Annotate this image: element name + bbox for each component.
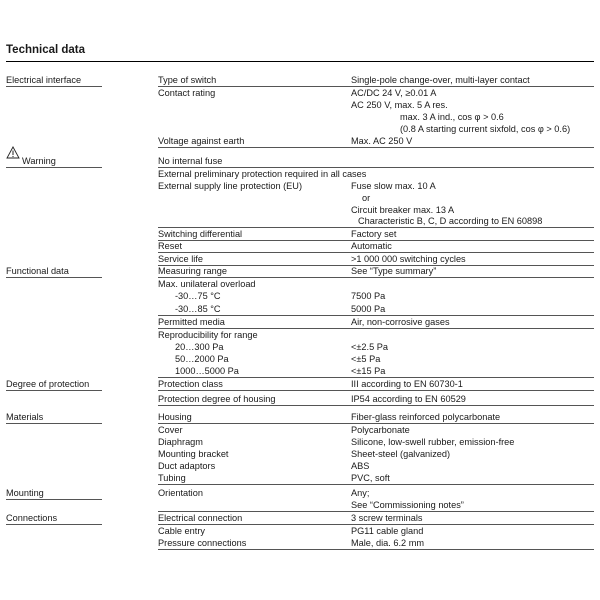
row-label: Orientation xyxy=(158,488,203,498)
row-value: Characteristic B, C, D according to EN 60898 xyxy=(358,216,543,226)
row-value: <±2.5 Pa xyxy=(351,342,388,352)
row-divider xyxy=(158,377,594,378)
section-divider xyxy=(6,423,102,424)
row-label: 20…300 Pa xyxy=(175,342,224,352)
row-value: Automatic xyxy=(351,241,392,251)
section-warning: Warning xyxy=(22,156,56,166)
row-label: Contact rating xyxy=(158,88,216,98)
section-divider xyxy=(6,167,102,168)
row-label: Electrical connection xyxy=(158,513,243,523)
row-label: Max. unilateral overload xyxy=(158,279,256,289)
row-label: Reset xyxy=(158,241,183,251)
section-functional-data: Functional data xyxy=(6,266,69,276)
row-label: Permitted media xyxy=(158,317,225,327)
row-value: Any; xyxy=(351,488,370,498)
row-value: Sheet-steel (galvanized) xyxy=(351,449,451,459)
row-label: -30…85 °C xyxy=(175,304,221,314)
row-label: No internal fuse xyxy=(158,156,223,166)
row-value: Male, dia. 6.2 mm xyxy=(351,538,425,548)
row-divider xyxy=(158,86,594,87)
row-value: See “Type summary” xyxy=(351,266,437,276)
row-value: 7500 Pa xyxy=(351,291,386,301)
row-divider xyxy=(158,423,594,424)
row-divider xyxy=(158,484,594,485)
row-label: -30…75 °C xyxy=(175,291,221,301)
row-value: ABS xyxy=(351,461,370,471)
row-value: Single-pole change-over, multi-layer contact xyxy=(351,75,530,85)
row-divider xyxy=(158,315,594,316)
row-divider xyxy=(158,511,594,512)
row-value: max. 3 A ind., cos φ > 0.6 xyxy=(400,112,504,122)
row-value: IP54 according to EN 60529 xyxy=(351,394,466,404)
row-value: <±15 Pa xyxy=(351,366,386,376)
row-label: 50…2000 Pa xyxy=(175,354,229,364)
row-label: Protection degree of housing xyxy=(158,394,276,404)
row-label: Cover xyxy=(158,425,183,435)
section-materials: Materials xyxy=(6,412,44,422)
row-value: PVC, soft xyxy=(351,473,390,483)
row-label: Pressure connections xyxy=(158,538,247,548)
row-label: Duct adaptors xyxy=(158,461,216,471)
row-label: Tubing xyxy=(158,473,186,483)
row-value: Circuit breaker max. 13 A xyxy=(351,205,455,215)
row-value: >1 000 000 switching cycles xyxy=(351,254,466,264)
row-value: (0.8 A starting current sixfold, cos φ > 0.6) xyxy=(400,124,571,134)
row-value: 3 screw terminals xyxy=(351,513,423,523)
row-value: Fuse slow max. 10 A xyxy=(351,181,436,191)
row-divider xyxy=(158,167,594,168)
row-divider xyxy=(158,405,594,406)
row-value: <±5 Pa xyxy=(351,354,381,364)
row-label: Mounting bracket xyxy=(158,449,229,459)
section-degree-of-protection: Degree of protection xyxy=(6,379,90,389)
row-value: AC 250 V, max. 5 A res. xyxy=(351,100,448,110)
row-value: Fiber-glass reinforced polycarbonate xyxy=(351,412,501,422)
row-value: Silicone, low-swell rubber, emission-free xyxy=(351,437,515,447)
section-electrical-interface: Electrical interface xyxy=(6,75,82,85)
row-label: Switching differential xyxy=(158,229,243,239)
section-connections: Connections xyxy=(6,513,58,523)
row-label: Diaphragm xyxy=(158,437,203,447)
title-divider xyxy=(6,61,594,62)
row-label: Measuring range xyxy=(158,266,227,276)
row-value: Air, non-corrosive gases xyxy=(351,317,450,327)
section-divider xyxy=(6,390,102,391)
row-label: External preliminary protection required in all cases xyxy=(158,169,367,179)
row-divider xyxy=(158,147,594,148)
row-divider xyxy=(158,328,594,329)
row-value: PG11 cable gland xyxy=(351,526,424,536)
row-value: III according to EN 60730-1 xyxy=(351,379,463,389)
row-divider xyxy=(158,227,594,228)
row-value: AC/DC 24 V, ≥0.01 A xyxy=(351,88,437,98)
section-divider xyxy=(6,499,102,500)
section-divider xyxy=(6,86,102,87)
row-value: Polycarbonate xyxy=(351,425,410,435)
section-divider xyxy=(6,524,102,525)
warning-triangle-icon xyxy=(6,146,20,159)
row-value: 5000 Pa xyxy=(351,304,386,314)
row-label: Service life xyxy=(158,254,203,264)
row-divider xyxy=(158,549,594,550)
section-divider xyxy=(6,277,102,278)
row-divider xyxy=(158,390,594,391)
row-value: Factory set xyxy=(351,229,397,239)
row-value: Max. AC 250 V xyxy=(351,136,413,146)
row-label: Cable entry xyxy=(158,526,205,536)
row-label: Type of switch xyxy=(158,75,217,85)
row-label: External supply line protection (EU) xyxy=(158,181,303,191)
row-divider xyxy=(158,524,594,525)
row-value: or xyxy=(362,193,371,203)
row-label: 1000…5000 Pa xyxy=(175,366,239,376)
row-label: Housing xyxy=(158,412,192,422)
row-divider xyxy=(158,277,594,278)
row-label: Reproducibility for range xyxy=(158,330,258,340)
page-title: Technical data xyxy=(6,44,86,56)
row-value: See “Commissioning notes” xyxy=(351,500,464,510)
row-divider xyxy=(158,252,594,253)
row-label: Protection class xyxy=(158,379,223,389)
row-label: Voltage against earth xyxy=(158,136,245,146)
section-mounting: Mounting xyxy=(6,488,44,498)
